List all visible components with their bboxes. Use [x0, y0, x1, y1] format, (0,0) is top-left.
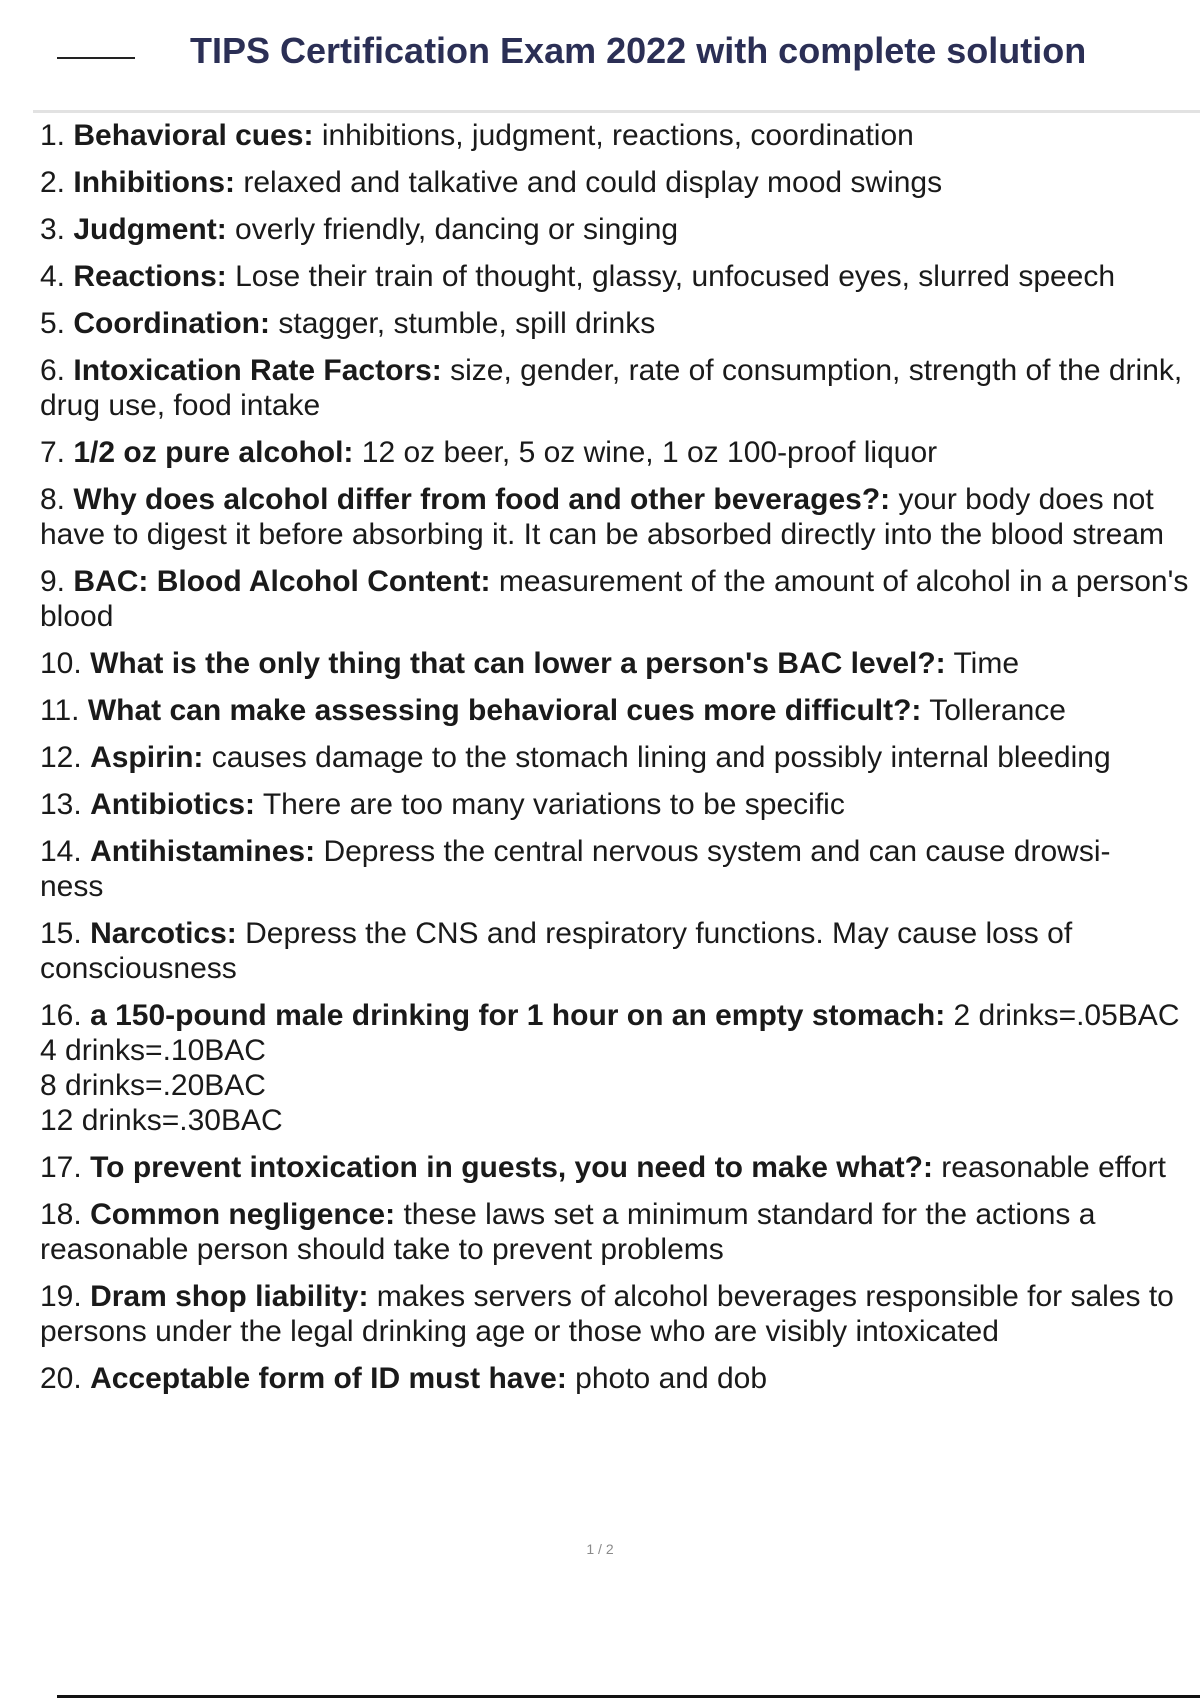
item-number: 6. — [40, 354, 66, 387]
item-number: 8. — [40, 483, 66, 516]
item-definition: 12 oz beer, 5 oz wine, 1 oz 100-proof liquor — [361, 436, 938, 469]
footer-divider — [57, 1695, 1200, 1698]
item-definition: Lose their train of thought, glassy, unfocused eyes, slurred speech — [235, 260, 1116, 293]
item-term: Intoxication Rate Factors: — [73, 354, 442, 387]
item-term: What can make assessing behavioral cues more difficult?: — [87, 694, 922, 727]
item-definition: relaxed and talkative and could display mood swings — [243, 166, 943, 199]
item-definition: There are too many variations to be specific — [262, 788, 845, 821]
list-item — [40, 353, 1192, 423]
header-divider — [33, 110, 1200, 113]
item-term: BAC: Blood Alcohol Content: — [73, 565, 491, 598]
list-item — [40, 1197, 1192, 1267]
item-definition: overly friendly, dancing or singing — [235, 213, 679, 246]
list-item — [40, 435, 1192, 470]
item-definition: measurement of the amount of alcohol in a person's blood — [40, 565, 1189, 633]
item-definition: reasonable effort — [941, 1151, 1166, 1184]
item-definition: Depress the central nervous system and can cause drowsi- ness — [40, 835, 1111, 903]
item-term: What is the only thing that can lower a person's BAC level?: — [90, 647, 946, 680]
item-number: 17. — [40, 1151, 82, 1184]
list-item — [40, 1279, 1192, 1349]
item-definition: makes servers of alcohol beverages responsible for sales to persons under the legal drinking age or those who are visibly intoxicated — [40, 1280, 1174, 1348]
item-number: 14. — [40, 835, 82, 868]
item-term: a 150-pound male drinking for 1 hour on an empty stomach: — [90, 999, 946, 1032]
list-item — [40, 482, 1192, 552]
item-number: 11. — [40, 694, 80, 727]
page-title: TIPS Certification Exam 2022 with complete solution — [190, 30, 1087, 71]
list-item — [40, 916, 1192, 986]
item-number: 5. — [40, 307, 66, 340]
item-term: Coordination: — [73, 307, 271, 340]
list-item — [40, 165, 1192, 200]
item-definition: size, gender, rate of consumption, strength of the drink, drug use, food intake — [40, 354, 1183, 422]
item-number: 2. — [40, 166, 66, 199]
list-item — [40, 212, 1192, 247]
item-definition: causes damage to the stomach lining and possibly internal bleeding — [211, 741, 1111, 774]
item-number: 3. — [40, 213, 66, 246]
question-answer-list — [40, 118, 1192, 1408]
item-term: Common negligence: — [90, 1198, 396, 1231]
page-number: 1 / 2 — [586, 1541, 614, 1557]
item-term: Inhibitions: — [73, 166, 236, 199]
item-number: 19. — [40, 1280, 82, 1313]
page-header — [0, 0, 1200, 112]
item-number: 4. — [40, 260, 66, 293]
list-item — [40, 834, 1192, 904]
list-item — [40, 787, 1192, 822]
item-number: 9. — [40, 565, 66, 598]
list-item — [40, 1150, 1192, 1185]
item-definition: these laws set a minimum standard for the actions a reasonable person should take to prevent problems — [40, 1198, 1096, 1266]
item-term: Dram shop liability: — [90, 1280, 369, 1313]
item-term: 1/2 oz pure alcohol: — [73, 436, 354, 469]
item-definition: inhibitions, judgment, reactions, coordination — [321, 119, 914, 152]
item-term: Antihistamines: — [90, 835, 316, 868]
list-item — [40, 646, 1192, 681]
list-item — [40, 740, 1192, 775]
list-item — [40, 1361, 1192, 1396]
item-term: Aspirin: — [90, 741, 204, 774]
item-number: 1. — [40, 119, 66, 152]
item-definition: your body does not have to digest it before absorbing it. It can be absorbed directly into the blood stream — [40, 483, 1165, 551]
item-term: Acceptable form of ID must have: — [90, 1362, 567, 1395]
list-item — [40, 564, 1192, 634]
item-definition: Depress the CNS and respiratory functions. May cause loss of consciousness — [40, 917, 1073, 985]
item-term: Judgment: — [73, 213, 227, 246]
item-number: 20. — [40, 1362, 82, 1395]
item-definition: 2 drinks=.05BAC 4 drinks=.10BAC 8 drinks=.20BAC 12 drinks=.30BAC — [40, 999, 1180, 1137]
item-number: 12. — [40, 741, 82, 774]
item-definition: Tollerance — [929, 694, 1066, 727]
item-term: Why does alcohol differ from food and other beverages?: — [73, 483, 891, 516]
header-dash-decoration — [57, 57, 135, 59]
list-item — [40, 998, 1192, 1138]
item-definition: photo and dob — [575, 1362, 768, 1395]
item-number: 10. — [40, 647, 82, 680]
item-number: 13. — [40, 788, 82, 821]
item-number: 15. — [40, 917, 82, 950]
list-item — [40, 118, 1192, 153]
item-term: Reactions: — [73, 260, 227, 293]
item-term: To prevent intoxication in guests, you need to make what?: — [90, 1151, 933, 1184]
list-item — [40, 306, 1192, 341]
item-number: 18. — [40, 1198, 82, 1231]
list-item — [40, 259, 1192, 294]
item-number: 7. — [40, 436, 66, 469]
item-term: Behavioral cues: — [73, 119, 314, 152]
item-number: 16. — [40, 999, 82, 1032]
item-definition: Time — [953, 647, 1020, 680]
list-item — [40, 693, 1192, 728]
item-term: Narcotics: — [90, 917, 237, 950]
item-term: Antibiotics: — [90, 788, 256, 821]
item-definition: stagger, stumble, spill drinks — [278, 307, 656, 340]
